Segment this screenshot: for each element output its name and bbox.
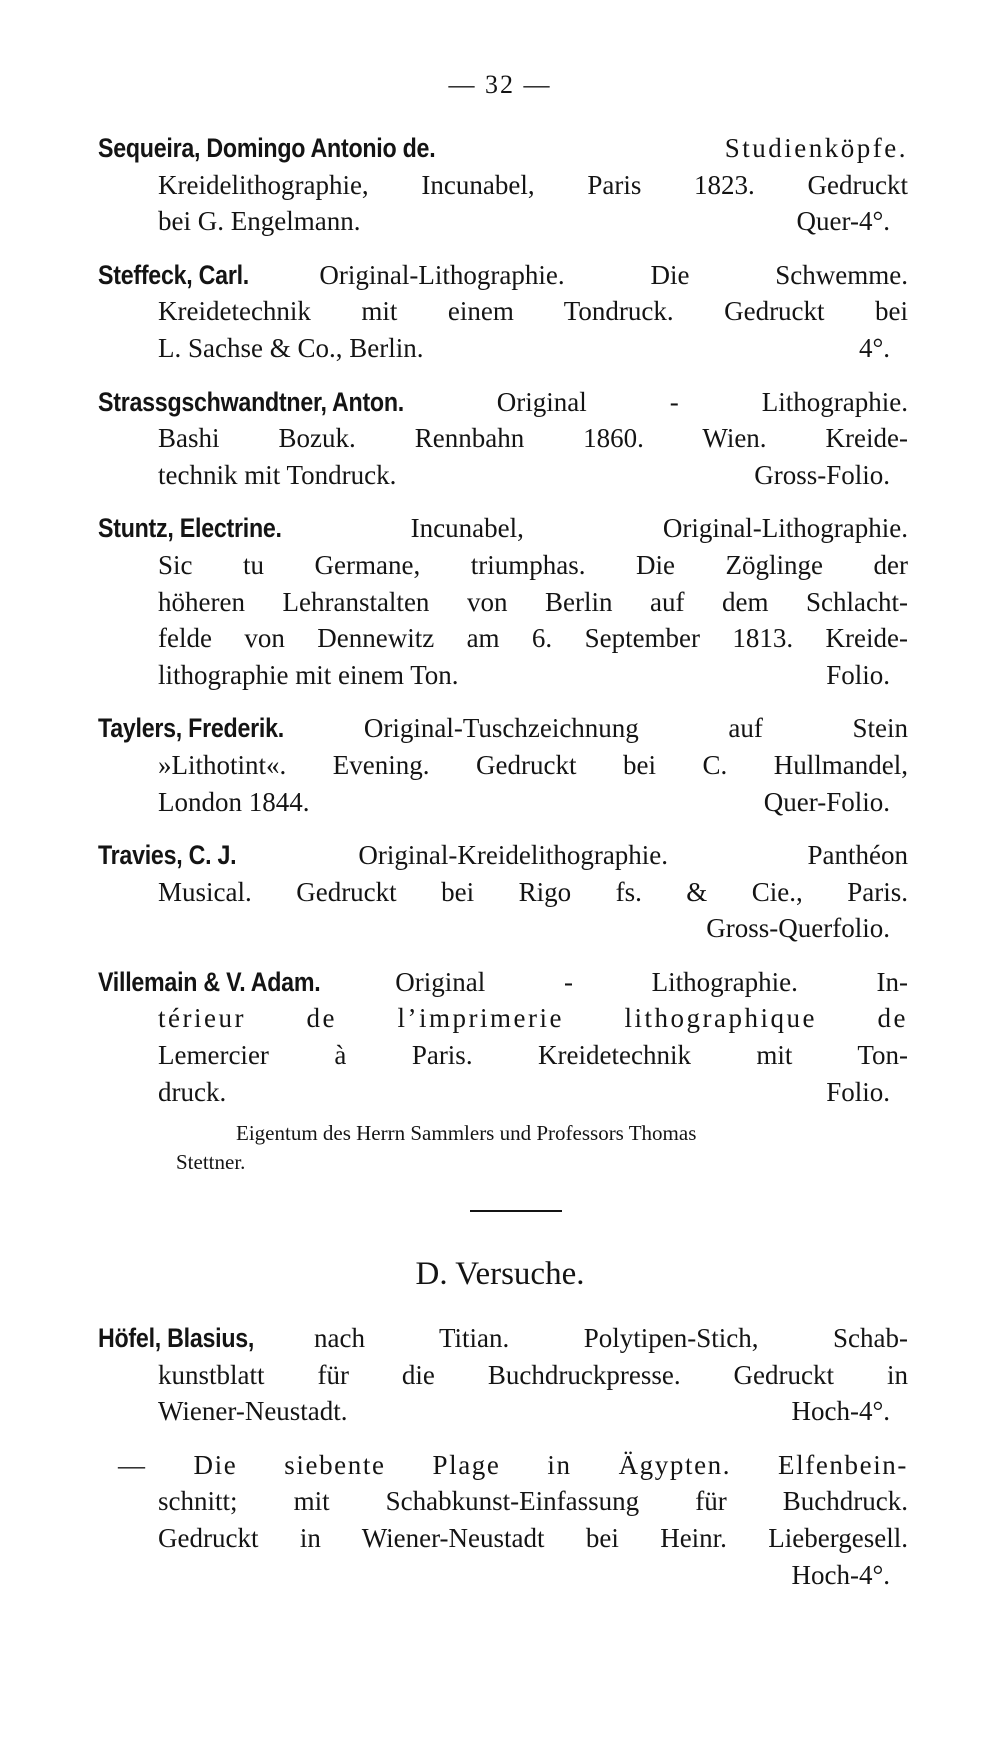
entry-heading: Stuntz, Electrine. (98, 513, 282, 544)
catalog-entries (98, 130, 909, 1199)
entry-text: »Lithotint«. Evening. Gedruckt bei C. Hullmandel, (158, 749, 908, 780)
entry-text: Original-Kreidelithographie. Panthéon (358, 840, 908, 871)
catalog-entry (98, 384, 908, 494)
entry-text: Sic tu Germane, triumphas. Die Zöglinge der (158, 549, 908, 580)
entry-format: Folio. (826, 1076, 890, 1107)
entry-text: L. Sachse & Co., Berlin. (158, 332, 424, 363)
ownership-note (176, 1119, 908, 1177)
entry-heading: Taylers, Frederik. (98, 713, 284, 744)
catalog-entry (118, 1447, 908, 1593)
catalog-entries-section-d (98, 1320, 908, 1610)
entry-text: Wiener-Neustadt. (158, 1396, 348, 1427)
catalog-entry (98, 1320, 908, 1430)
entry-format: Quer-Folio. (763, 786, 890, 817)
catalog-entry (98, 837, 908, 947)
entry-heading: Villemain & V. Adam. (98, 966, 321, 997)
entry-text: höheren Lehranstalten von Berlin auf dem Schlacht- (158, 586, 908, 617)
entry-heading: Strassgschwandtner, Anton. (98, 386, 404, 417)
entry-text: Bashi Bozuk. Rennbahn 1860. Wien. Kreide- (158, 423, 908, 454)
catalog-entry (98, 130, 908, 240)
section-divider (470, 1210, 562, 1212)
entry-text: Original-Tuschzeichnung auf Stein (363, 713, 909, 744)
entry-heading: Steffeck, Carl. (98, 259, 249, 290)
catalog-entry (98, 964, 908, 1110)
note-line: Eigentum des Herrn Sammlers und Professors Thomas (236, 1121, 697, 1146)
entry-heading: Travies, C. J. (98, 840, 237, 871)
entry-text: térieur de l’imprimerie lithographique de (158, 1003, 908, 1034)
entry-text: Original-Lithographie. Die Schwemme. (319, 259, 908, 290)
catalog-entry (98, 510, 909, 693)
entry-text: technik mit Tondruck. (158, 459, 397, 490)
entry-text: London 1844. (158, 786, 310, 817)
entry-text: Studienköpfe. (724, 133, 908, 163)
entry-text: Incunabel, Original-Lithographie. (410, 513, 909, 544)
entry-text: Lemercier à Paris. Kreidetechnik mit Ton- (158, 1040, 908, 1071)
entry-text: druck. (158, 1076, 227, 1107)
section-heading: D. Versuche. (415, 1256, 585, 1292)
catalog-entry (98, 257, 908, 367)
entry-text: bei G. Engelmann. (158, 206, 361, 237)
entry-text: felde von Dennewitz am 6. September 1813. Kreide- (158, 623, 908, 654)
entry-text: Original - Lithographie. In- (395, 966, 908, 997)
entry-text: Musical. Gedruckt bei Rigo fs. & Cie., Paris. (158, 876, 908, 907)
entry-text: — Die siebente Plage in Ägypten. Elfenbein- (118, 1449, 908, 1480)
entry-format: Hoch-4°. (791, 1396, 890, 1427)
entry-text: kunstblatt für die Buchdruckpresse. Gedruckt in (158, 1359, 908, 1390)
entry-heading: Sequeira, Domingo Antonio de. (98, 133, 436, 163)
page-number: — 32 — (448, 70, 552, 99)
entry-format: Quer-4°. (796, 206, 890, 237)
entry-format: Folio. (826, 659, 890, 690)
entry-heading: Höfel, Blasius, (98, 1323, 255, 1353)
entry-text: Gedruckt in Wiener-Neustadt bei Heinr. Liebergesell. (158, 1522, 908, 1553)
note-line: Stettner. (176, 1150, 246, 1175)
entry-text: Original - Lithographie. (496, 386, 908, 417)
entry-text: schnitt; mit Schabkunst-Einfassung für Buchdruck. (158, 1486, 908, 1517)
entry-format: Gross-Querfolio. (706, 913, 890, 944)
entry-text: lithographie mit einem Ton. (158, 659, 459, 690)
entry-text: nach Titian. Polytipen-Stich, Schab- (314, 1323, 908, 1353)
catalog-entry (98, 710, 909, 820)
entry-format: Gross-Folio. (754, 459, 890, 490)
entry-text: Kreidelithographie, Incunabel, Paris 1823. Gedruckt (158, 169, 908, 200)
entry-text: Kreidetechnik mit einem Tondruck. Gedruckt bei (158, 296, 908, 327)
entry-format: 4°. (858, 332, 890, 363)
entry-format: Hoch-4°. (791, 1559, 890, 1590)
